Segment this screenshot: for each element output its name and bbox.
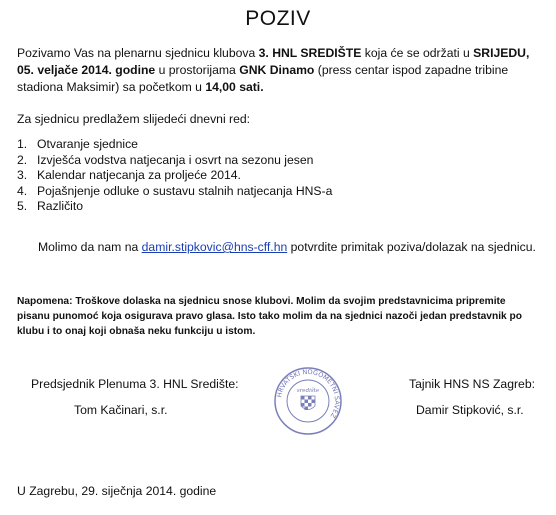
- intro-text-1: Pozivamo Vas na plenarnu sjednicu klubova: [17, 46, 259, 60]
- note-paragraph: [17, 294, 527, 339]
- signature-left-role: Predsjednik Plenuma 3. HNL Središte:: [31, 377, 239, 391]
- signature-left-name: Tom Kačinari, s.r.: [74, 403, 168, 417]
- checkerboard-shield-icon: [301, 396, 315, 410]
- agenda-lead: Za sjednicu predlažem slijedeći dnevni red:: [17, 112, 251, 126]
- footer-date: U Zagrebu, 29. siječnja 2014. godine: [17, 484, 217, 498]
- agenda-item: [17, 137, 332, 153]
- confirm-text-before: Molimo da nam na: [38, 240, 142, 254]
- signature-right-name: Damir Stipković, s.r.: [416, 403, 524, 417]
- intro-text-2: koja će se održati u: [361, 46, 474, 60]
- agenda-item-number: 2.: [17, 152, 28, 167]
- intro-text-4: (press centar ispod zapadne tribine stadiona Maksimir) sa početkom u: [17, 63, 509, 94]
- intro-text-3: u prostorijama: [155, 63, 240, 77]
- agenda-item-text: Različito: [37, 199, 84, 213]
- official-stamp: [273, 366, 343, 436]
- intro-league: 3. HNL SREDIŠTE: [258, 46, 362, 60]
- agenda-item: [17, 184, 332, 200]
- note-text: Troškove dolaska na sjednicu snose klubovi. Molim da svojim predstavnicima pripremite pisanu punomoć koja osigurava pravo glasa. Isto tako molim da na sjednici nazoči jedan predstavnik po klubu i to onaj koji obnaša neku funkciju u istom.: [17, 296, 522, 337]
- page-title: POZIV: [245, 7, 311, 30]
- agenda-item-number: 5.: [17, 199, 28, 213]
- stamp-inner-text: središte: [296, 388, 320, 394]
- stamp-outer-text: HRVATSKI NOGOMETNI SAVEZ: [275, 367, 342, 420]
- confirm-text-after: potvrdite primitak poziva/dolazak na sjednicu.: [287, 240, 536, 254]
- agenda-item-text: Otvaranje sjednice: [37, 137, 138, 151]
- agenda-item-text: Kalendar natjecanja za proljeće 2014.: [37, 168, 241, 182]
- agenda-item-text: Izvješća vodstva natjecanja i osvrt na sezonu jesen: [37, 152, 314, 167]
- agenda-item: [17, 168, 332, 184]
- intro-time: 14,00 sati.: [205, 80, 264, 94]
- agenda-item: [17, 199, 332, 215]
- agenda-item-text: Pojašnjenje odluke o sustavu stalnih natjecanja HNS-a: [37, 183, 333, 198]
- signature-right-role: Tajnik HNS NS Zagreb:: [409, 377, 535, 391]
- agenda-item-number: 4.: [17, 183, 28, 198]
- intro-paragraph: [17, 45, 537, 96]
- intro-venue: GNK Dinamo: [239, 63, 315, 77]
- confirm-paragraph: [38, 239, 538, 256]
- note-label: Napomena:: [17, 296, 73, 307]
- agenda-list: [17, 137, 332, 215]
- agenda-item-number: 1.: [17, 137, 28, 151]
- email-link[interactable]: damir.stipkovic@hns-cff.hn: [141, 240, 288, 254]
- intro-date: SRIJEDU, 05. veljače 2014. godine: [17, 46, 530, 77]
- agenda-item: [17, 153, 332, 169]
- agenda-item-number: 3.: [17, 168, 28, 182]
